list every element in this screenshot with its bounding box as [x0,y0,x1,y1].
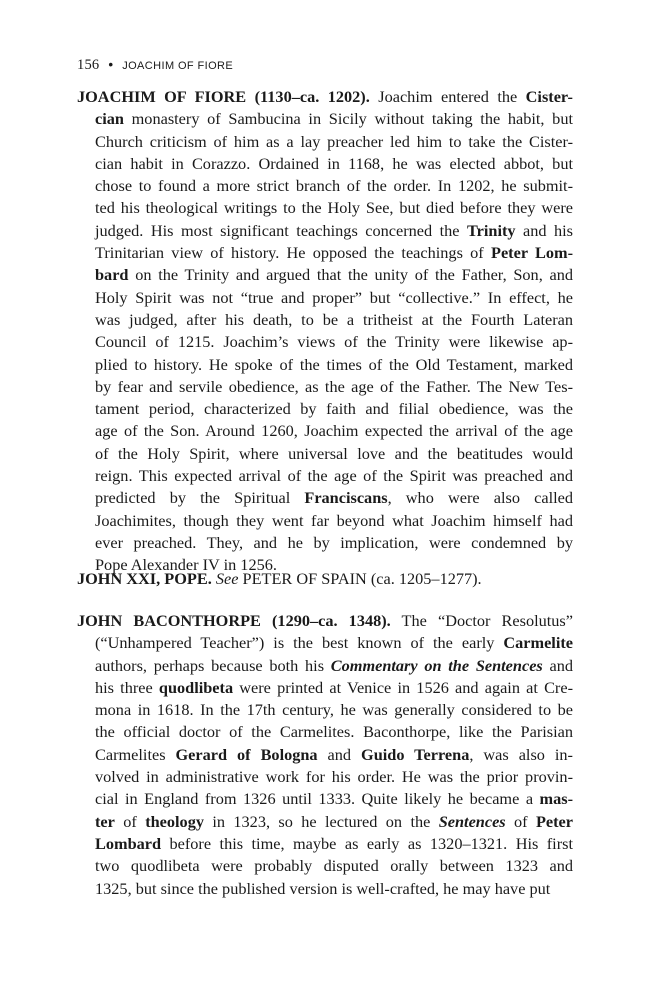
text-run: Pope Alexander IV in 1256. [95,555,277,575]
emphasized-text: Commentary on the Sentences [330,655,543,675]
emphasized-text: See [215,569,239,588]
text-run: on the Trinity and argued that the unity of the Father, Son, and [128,265,573,285]
text-line [77,108,573,130]
emphasized-text: JOACHIM OF FIORE (1130–ca. 1202). [77,87,370,106]
text-run: his three [95,677,159,697]
text-line [77,655,573,677]
text-line [77,766,573,788]
emphasized-text: Peter Lom- [491,243,573,263]
text-run: before this time, maybe as early as 1320–1321. His first [161,833,573,853]
text-line [77,568,573,590]
text-line [77,677,573,699]
text-run: cial in England from 1326 until 1333. Quite likely he became a [95,789,540,809]
text-run: was judged, after his death, to be a tritheist at the Fourth Lateran [95,309,573,329]
emphasized-text: Guido Terrena [361,744,470,764]
emphasized-text: Cister- [525,87,573,106]
text-line [77,264,573,286]
text-run: predicted by the Spiritual [95,488,305,508]
text-run: by fear and servile obedience, as the age of the Father. The New Tes- [95,376,573,396]
text-line [77,833,573,855]
emphasized-text: Sentences [438,811,506,831]
text-run: Trinitarian view of history. He opposed the teachings of [95,243,491,263]
text-line [77,376,573,398]
entry-john-xxi [77,568,573,590]
entry-joachim-of-fiore [77,86,573,577]
text-line [77,287,573,309]
emphasized-text: Lombard [95,833,162,853]
text-run: Carmelites [95,744,176,764]
text-line [77,420,573,442]
text-run: 1325, but since the published version is well-crafted, he may have put [95,878,551,898]
text-line [77,532,573,554]
text-line [77,443,573,465]
text-run: Council of 1215. Joachim’s views of the Trinity were likewise ap- [95,332,573,352]
text-line [77,487,573,509]
page-number: 156 [77,57,100,73]
emphasized-text: bard [95,265,129,285]
text-line [77,398,573,420]
text-run: of the Holy Spirit, where universal love and the beatitudes would [95,443,573,463]
emphasized-text: Trinity [466,220,516,240]
text-line [77,354,573,376]
text-line [77,309,573,331]
text-line [77,220,573,242]
text-run: authors, perhaps because both his [95,655,331,675]
text-run: of [505,811,536,831]
text-line [77,632,573,654]
text-run: and his [515,220,573,240]
text-run: of [114,811,146,831]
text-run: Joachim entered the [369,87,526,106]
running-title: JOACHIM OF FIORE [122,60,234,72]
text-run: (“Unhampered Teacher”) is the best known of the early [95,633,504,653]
text-line [77,788,573,810]
text-run: ted his theological writings to the Holy See, but died before they were [95,198,573,218]
emphasized-text: Gerard of Bologna [175,744,318,764]
text-run: , was also in- [469,744,573,764]
emphasized-text: Peter [535,811,573,831]
text-line [77,331,573,353]
text-line [77,86,573,108]
text-run: age of the Son. Around 1260, Joachim expected the arrival of the age [95,421,573,441]
emphasized-text: ter [95,811,115,831]
text-run: reign. This expected arrival of the age of the Spirit was preached and [95,466,573,486]
text-run: monastery of Sambucina in Sicily without taking the habit, but [123,109,573,129]
text-line [77,811,573,833]
text-line [77,175,573,197]
emphasized-text: JOHN BACONTHORPE (1290–ca. 1348). [77,611,391,630]
text-run: Church criticism of him as a lay preacher led him to take the Cister- [95,131,573,151]
text-run: Joachimites, though they went far beyond what Joachim himself had [95,510,573,530]
text-line [77,153,573,175]
text-run: cian habit in Corazzo. Ordained in 1168, he was elected abbot, but [95,153,573,173]
text-line [77,197,573,219]
emphasized-text: Carmelite [503,633,573,653]
text-run: ever preached. They, and he by implication, were condemned by [95,532,573,552]
emphasized-text: quodlibeta [158,677,234,697]
emphasized-text: cian [95,109,124,129]
text-run: chose to found a more strict branch of the order. In 1202, he submit- [95,176,573,196]
text-run: and [317,744,362,764]
text-line [77,744,573,766]
text-run: Holy Spirit was not “true and proper” but “collective.” In effect, he [95,287,573,307]
text-run: in 1323, so he lectured on the [203,811,439,831]
text-run: judged. His most significant teachings concerned the [95,220,467,240]
text-line [77,510,573,532]
text-run: , who were also called [387,488,573,508]
text-line [77,131,573,153]
emphasized-text: Franciscans [304,488,388,508]
text-line [77,465,573,487]
text-run: mona in 1618. In the 17th century, he was generally considered to be [95,700,573,720]
text-run: plied to history. He spoke of the times of the Old Testament, marked [95,354,573,374]
text-run: tament period, characterized by faith and filial obedience, was the [95,399,573,419]
text-run: two quodlibeta were probably disputed orally between 1323 and [95,856,573,876]
bullet-separator: • [108,57,114,72]
text-run: The “Doctor Resolutus” [390,611,573,630]
text-line [77,855,573,877]
text-run: volved in administrative work for his order. He was the prior provin- [95,767,573,787]
running-head [77,57,233,74]
text-line [77,610,573,632]
emphasized-text: mas- [539,789,573,809]
text-run: the official doctor of the Carmelites. Baconthorpe, like the Parisian [95,722,573,742]
text-line [77,721,573,743]
text-line [77,878,573,900]
text-run: were printed at Venice in 1526 and again at Cre- [233,677,573,697]
emphasized-text: JOHN XXI, POPE. [77,569,212,588]
text-run: PETER OF SPAIN (ca. 1205–1277). [238,569,482,588]
entry-john-baconthorpe [77,610,573,900]
text-line [77,699,573,721]
text-run: and [542,655,573,675]
emphasized-text: theology [145,811,204,831]
text-line [77,242,573,264]
